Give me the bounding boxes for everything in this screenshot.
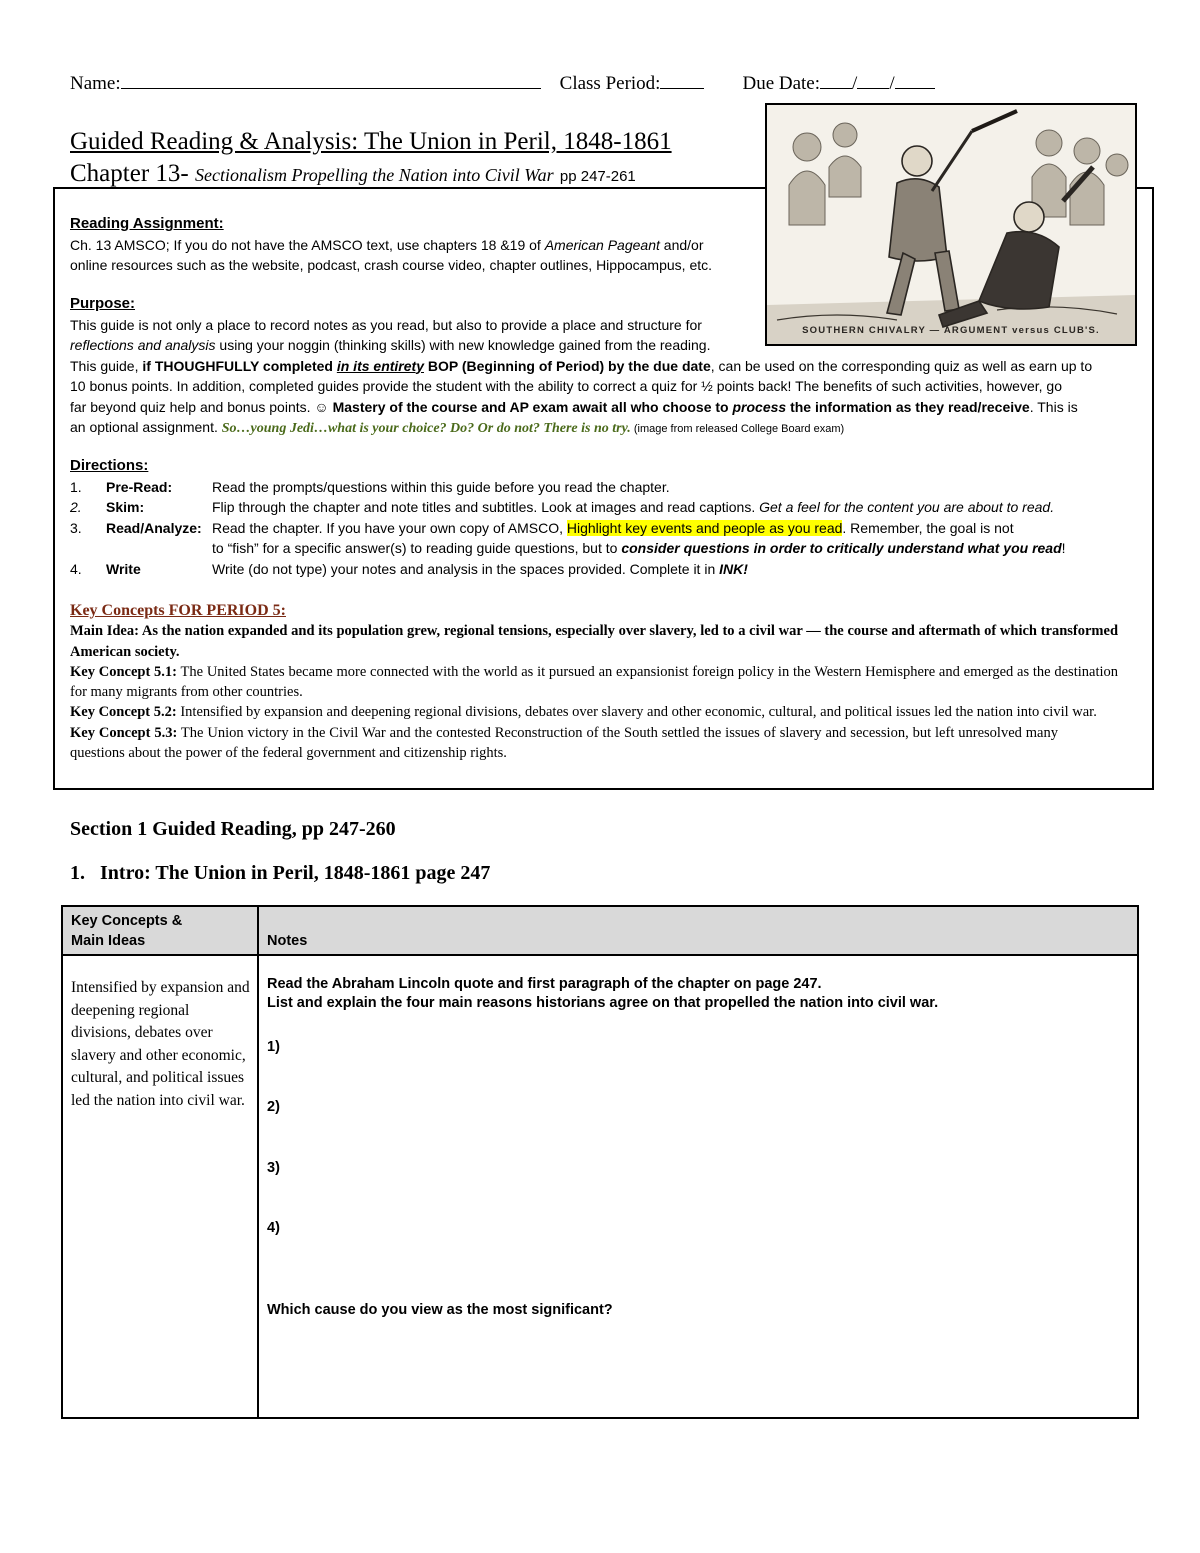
key-concept-5-2 <box>70 702 1118 722</box>
intro-heading <box>70 862 490 885</box>
direction-text-part: . Remember, the goal is not <box>842 519 1014 536</box>
direction-item <box>70 477 1130 498</box>
intro-title: Intro: The Union in Peril, 1848-1861 page 247 <box>100 862 491 884</box>
highlighted-text: Highlight key events and people as you read <box>566 519 843 536</box>
direction-text-part: Write (do not type) your notes and analysis in the spaces provided. Complete it in <box>212 560 720 577</box>
direction-text-part: Read the chapter. If you have your own copy of AMSCO, <box>212 519 567 536</box>
key-concept-cell: Intensified by expansion and deepening regional divisions, debates over slavery and other economic, cultural, and political issues led the nation into civil war. <box>71 979 250 1109</box>
key-concept-5-1 <box>70 662 1118 703</box>
direction-emphasis: consider questions in order to critically understand what you read <box>621 540 1062 556</box>
answer-item-3[interactable]: 3) <box>267 1160 280 1176</box>
chapter-subtitle <box>70 160 636 188</box>
directions-heading: Directions: <box>70 457 149 474</box>
direction-text <box>212 518 1014 539</box>
purpose-text: using your noggin (thinking skills) with new knowledge gained from the reading. <box>215 337 711 353</box>
class-period-field[interactable] <box>660 72 704 89</box>
due-date-label: Due Date: <box>742 73 821 94</box>
direction-emphasis: INK! <box>719 560 748 577</box>
direction-number: 1. <box>70 478 82 495</box>
section-heading: Section 1 Guided Reading, pp 247-260 <box>70 818 396 840</box>
direction-text <box>212 559 748 580</box>
direction-text-part: ! <box>1061 540 1066 556</box>
column-divider <box>257 907 259 1417</box>
directions-section <box>70 456 1130 579</box>
direction-emphasis: Get a feel for the content you are about to read. <box>759 499 1055 515</box>
key-concepts-section <box>70 601 1118 763</box>
significance-question[interactable]: Which cause do you view as the most significant? <box>267 1302 613 1318</box>
purpose-emphasis: reflections and analysis <box>70 337 216 353</box>
class-period-label: Class Period: <box>559 73 661 94</box>
direction-number: 3. <box>70 519 82 536</box>
purpose-line3 <box>70 356 1092 377</box>
answer-item-1[interactable]: 1) <box>267 1039 280 1055</box>
jedi-quote: So…young Jedi…what is your choice? Do? Or do not? There is no try. <box>221 421 631 436</box>
purpose-text: . This is <box>1029 398 1078 415</box>
notes-prompt <box>267 975 938 1013</box>
name-label: Name: <box>70 73 121 94</box>
purpose-text: This guide, <box>70 357 143 374</box>
key-concept-label: Key Concept 5.3: <box>70 724 178 741</box>
purpose-heading: Purpose: <box>70 295 136 312</box>
purpose-bold: Mastery of the course and AP exam await all who choose to <box>332 398 733 415</box>
reading-assignment-heading: Reading Assignment: <box>70 215 224 232</box>
header-text: Key Concepts & <box>71 913 183 929</box>
direction-item <box>70 559 1130 580</box>
direction-label: Pre-Read: <box>106 478 173 495</box>
notes-column-header: Notes <box>267 933 308 949</box>
direction-number: 2. <box>70 499 82 515</box>
date-separator: / <box>852 73 858 94</box>
answer-item-2[interactable]: 2) <box>267 1099 280 1115</box>
due-date-year-field[interactable] <box>895 72 935 89</box>
key-concept-text: Intensified by expansion and deepening regional divisions, debates over slavery and other economic, cultural, and political issues led the nation into civil war. <box>176 704 1097 721</box>
direction-item <box>70 497 1130 518</box>
key-concepts-heading: Key Concepts FOR PERIOD 5: <box>70 602 286 619</box>
reading-assignment-section <box>70 214 712 276</box>
purpose-text: far beyond quiz help and bonus points. ☺ <box>70 398 333 415</box>
reading-text: and/or <box>659 236 704 253</box>
purpose-line4: 10 bonus points. In addition, completed guides provide the student with the ability to correct a quiz for ½ points back! The benefits of such activities, however, go <box>70 378 1062 394</box>
header-text: Main Ideas <box>71 933 146 949</box>
purpose-emphasis: in its entirety <box>336 357 424 374</box>
purpose-bold: if THOUGHFULLY completed <box>142 357 337 374</box>
reading-assignment-line1 <box>70 235 712 256</box>
key-concept-text: The United States became more connected with the world as it pursued an expansionist foreign policy in the Western Hemisphere and emerged as the destination for many migrants from other countries. <box>70 663 1119 701</box>
direction-item <box>70 538 1130 559</box>
purpose-line1: This guide is not only a place to record notes as you read, but also to provide a place and structure for <box>70 316 702 333</box>
chapter-pages: pp 247-261 <box>559 168 636 185</box>
key-concept-label: Key Concept 5.2: <box>70 704 177 721</box>
direction-number: 4. <box>70 560 82 577</box>
caning-engraving-image <box>767 105 1135 344</box>
notes-table <box>61 905 1139 1419</box>
key-concept-text: The Union victory in the Civil War and the contested Reconstruction of the South settled the issues of slavery and secession, but left unresolved many questions about the power of the federal government and citizenship rights. <box>70 724 1058 762</box>
purpose-line6 <box>70 417 1092 440</box>
purpose-emphasis: process <box>732 398 787 415</box>
direction-text: Read the prompts/questions within this guide before you read the chapter. <box>212 478 670 495</box>
purpose-bold: the information as they read/receive <box>786 398 1030 415</box>
date-separator: / <box>889 73 895 94</box>
purpose-text: , can be used on the corresponding quiz as well as earn up to <box>710 357 1093 374</box>
name-field[interactable] <box>121 72 541 89</box>
direction-text <box>212 497 1054 518</box>
main-idea-label: Main Idea: <box>70 623 139 640</box>
key-concept-label: Key Concept 5.1: <box>70 663 178 680</box>
image-source-note: (image from released College Board exam) <box>630 423 845 435</box>
reading-text: Ch. 13 AMSCO; If you do not have the AMSCO text, use chapters 18 &19 of <box>70 236 545 253</box>
direction-text-part: Flip through the chapter and note titles and subtitles. Look at images and read captions. <box>212 499 760 515</box>
main-idea-text: As the nation expanded and its population grew, regional tensions, especially over slavery, led to a civil war — the course and aftermath of which transformed American society. <box>70 623 1119 660</box>
direction-label: Read/Analyze: <box>106 519 202 536</box>
student-info-line <box>70 72 935 95</box>
illustration-caption: SOUTHERN CHIVALRY — ARGUMENT versus CLUB'S. <box>802 325 1100 336</box>
purpose-bold: BOP (Beginning of Period) by the due date <box>423 357 711 374</box>
textbook-title: American Pageant <box>544 236 660 253</box>
prompt-line: List and explain the four main reasons historians agree on that propelled the nation into civil war. <box>267 995 939 1011</box>
page-title: Guided Reading & Analysis: The Union in Peril, 1848-1861 <box>70 128 672 155</box>
chapter-tagline: Sectionalism Propelling the Nation into Civil War <box>194 165 554 185</box>
purpose-text: an optional assignment. <box>70 419 222 435</box>
intro-number: 1. <box>70 862 85 884</box>
direction-text <box>212 538 1066 559</box>
chapter-number: Chapter 13- <box>70 160 189 187</box>
direction-label: Write <box>106 560 141 577</box>
due-date-month-field[interactable] <box>820 72 852 89</box>
reading-assignment-line2: online resources such as the website, podcast, crash course video, chapter outlines, Hippocampus, etc. <box>70 257 713 273</box>
key-concept-5-3 <box>70 723 1118 764</box>
direction-text-part: to “fish” for a specific answer(s) to reading guide questions, but to <box>212 540 622 556</box>
purpose-line5 <box>70 397 1092 418</box>
answer-item-4[interactable]: 4) <box>267 1220 280 1236</box>
table-header-row <box>63 907 1137 956</box>
key-concepts-column-header <box>71 911 182 951</box>
prompt-line: Read the Abraham Lincoln quote and first paragraph of the chapter on page 247. <box>267 976 822 992</box>
historical-illustration <box>765 103 1137 346</box>
main-idea <box>70 621 1118 662</box>
due-date-day-field[interactable] <box>857 72 889 89</box>
direction-label: Skim: <box>106 499 145 515</box>
direction-item <box>70 518 1130 539</box>
